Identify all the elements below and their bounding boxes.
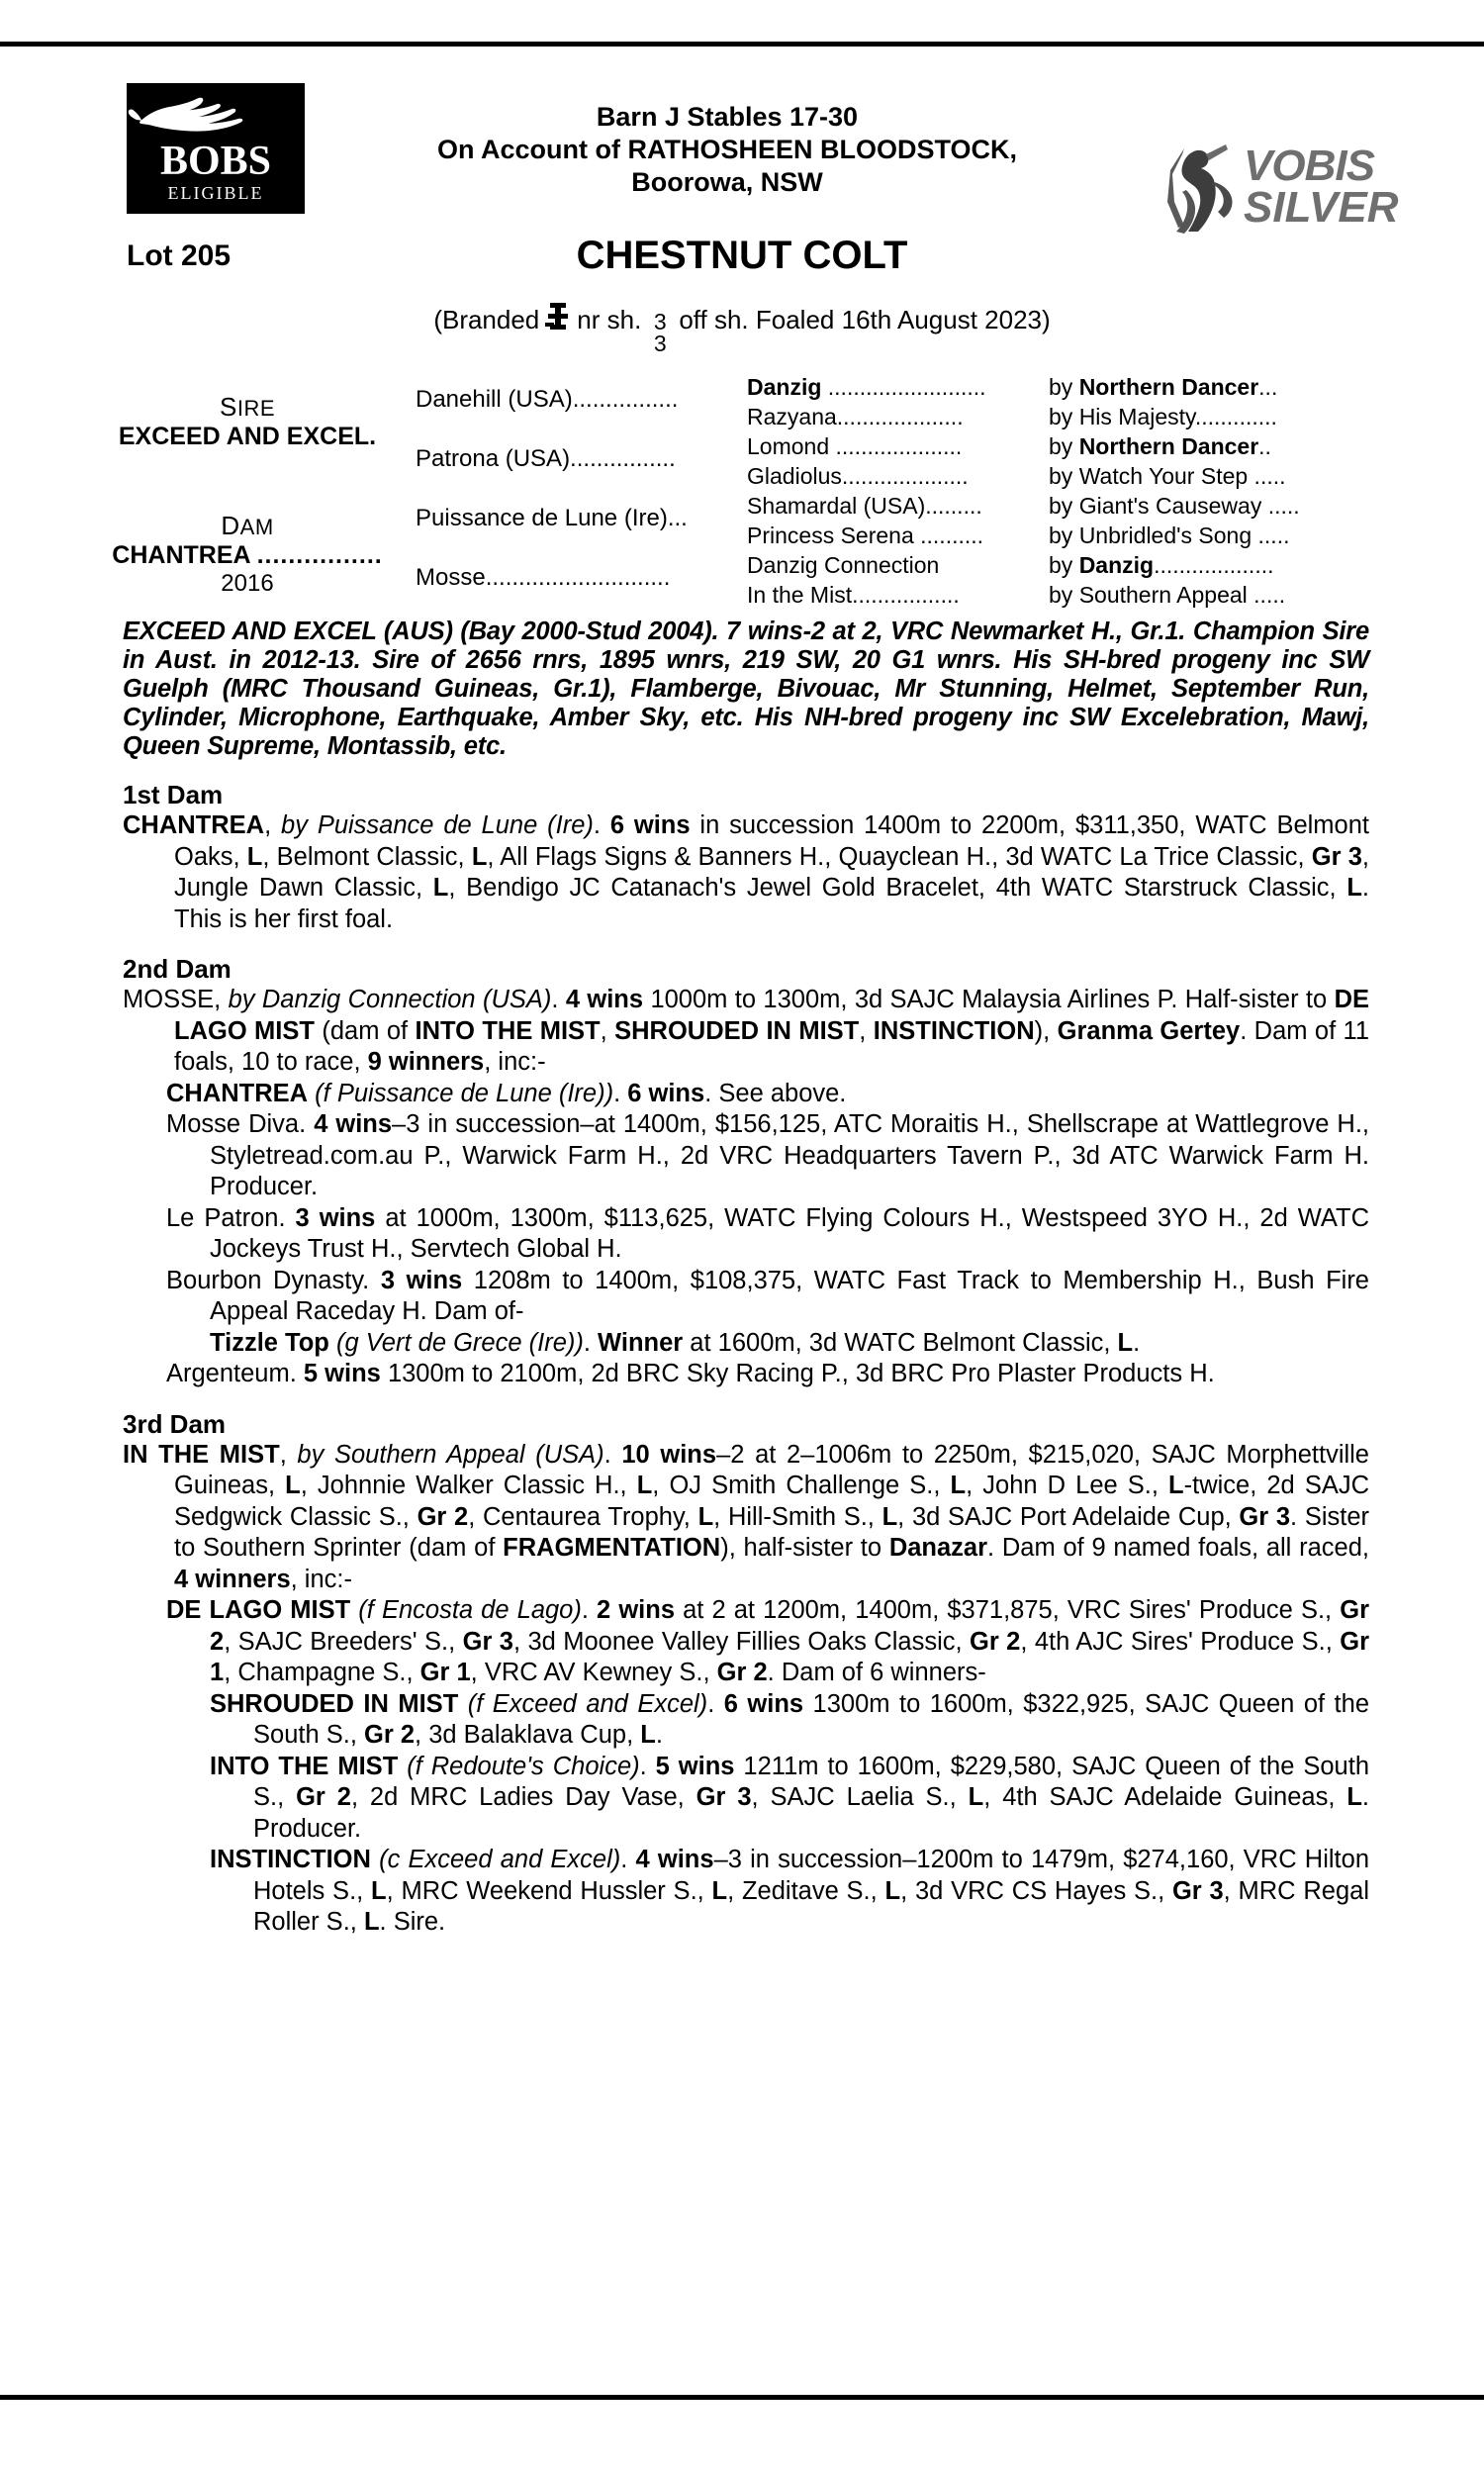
page-content [0,42,1484,1939]
barn-line: Barn J Stables 17-30 [596,102,859,132]
grandsire-dam: Patrona (USA)................ [416,445,676,472]
sire-block [99,392,396,451]
pedigree-entry: INSTINCTION (c Exceed and Excel). 4 wins–3 in succession–1200m to 1479m, $274,160, VRC Hilton Hotels S., L, MRC Weekend Hussler S., L, Zeditave S., L, 3d VRC CS Hayes S., Gr 3, MRC Regal Roller S., L. Sire. [210,1846,1369,1936]
pedigree-g4-2: by Northern Dancer.. [1049,433,1271,459]
pedigree-g3-7: In the Mist................. [747,582,960,608]
pedigree-g4-6: by Danzig................... [1049,552,1274,578]
brand-number-stack [641,311,679,354]
dam-year: 2016 [221,570,274,597]
pedigree-entry: INTO THE MIST (f Redoute's Choice). 5 wins 1211m to 1600m, $229,580, SAJC Queen of the South S., Gr 2, 2d MRC Ladies Day Vase, Gr 3, SAJC Laelia S., L, 4th SAJC Adelaide Guineas, L. Producer. [210,1752,1369,1843]
granddam-dam: Mosse............................ [416,564,671,591]
pedigree-entry: Tizzle Top (g Vert de Grece (Ire)). Winner at 1600m, 3d WATC Belmont Classic, L. [210,1328,1141,1357]
page-header [0,42,1484,239]
pedigree-g3-4: Shamardal (USA)......... [747,493,982,519]
pedigree-g4-7: by Southern Appeal ..... [1049,582,1286,608]
location-line: Boorowa, NSW [631,167,823,197]
grandsire-sire: Danehill (USA)................ [416,386,679,413]
pedigree-entry: MOSSE, by Danzig Connection (USA). 4 wins 1000m to 1300m, 3d SAJC Malaysia Airlines P. Half-sister to DE LAGO MIST (dam of INTO THE MIST, SHROUDED IN MIST, INSTINCTION), Granma Gertey. Dam of 11 foals, 10 to race, 9 winners, inc:- [123,986,1370,1076]
pedigree-entry: Le Patron. 3 wins at 1000m, 1300m, $113,625, WATC Flying Colours H., Westspeed 3YO H., 2d WATC Jockeys Trust H., Servtech Global H. [166,1203,1369,1263]
pedigree-entry: Mosse Diva. 4 wins–3 in succession–at 1400m, $156,125, ATC Moraitis H., Shellscrape at Wattlegrove H., Styletread.com.au P., Warwick Farm H., 2d VRC Headquarters Tavern P., 3d ATC Warwick Farm H. Producer. [166,1110,1369,1200]
dam-block [99,511,396,598]
brand-symbol-icon [543,301,573,334]
branding-prefix: (Branded [433,305,540,334]
brand-stack-top: 3 [653,309,667,334]
branding-off-side: off sh. Foaled 16th August 2023) [679,305,1051,334]
pedigree-entry: SHROUDED IN MIST (f Exceed and Excel). 6 wins 1300m to 1600m, $322,925, SAJC Queen of the South S., Gr 2, 3d Balaklava Cup, L. [210,1689,1370,1749]
pedigree-entry: CHANTREA, by Puissance de Lune (Ire). 6 wins in succession 1400m to 2200m, $311,350, WATC Belmont Oaks, L, Belmont Classic, L, All Flags Signs & Banners H., Quayclean H., 3d WATC La Trice Classic, Gr 3, Jungle Dawn Classic, L, Bendigo JC Catanach's Jewel Gold Bracelet, 4th WATC Starstruck Classic, L. This is her first foal. [123,811,1370,933]
bobs-eligible-label: ELIGIBLE [167,183,264,203]
vobis-jockey-icon [1162,141,1242,239]
branding-near-side: nr sh. [577,305,642,334]
pedigree-g4-1: by His Majesty............. [1049,404,1277,429]
pedigree-g3-0: Danzig ......................... [747,374,986,400]
lot-number: Lot 205 [127,239,232,272]
pedigree-g4-0: by Northern Dancer... [1049,374,1278,400]
dam-section [0,1408,1484,1939]
dam-section [0,953,1484,1390]
pedigree-g3-2: Lomond .................... [747,433,963,459]
branding-line [0,295,1484,356]
lot-title-row [0,234,1484,295]
granddam-sire: Puissance de Lune (Ire)... [416,505,688,531]
sire-summary-paragraph: EXCEED AND EXCEL (AUS) (Bay 2000-Stud 2004). 7 wins-2 at 2, VRC Newmarket H., Gr.1. Champion Sire in Aust. in 2012-13. Sire of 2656 rnrs, 1895 wnrs, 219 SW, 20 G1 wnrs. His SH-bred progeny inc SW Guelph (MRC Thousand Guineas, Gr.1), Flamberge, Bivouac, Mr Stunning, Helmet, September Run, Cylinder, Microphone, Earthquake, Amber Sky, etc. His NH-bred progeny inc SW Excelebration, Mawj, Queen Supreme, Montassib, etc. [123,618,1369,760]
dam-section-heading: 3rd Dam [123,1408,227,1439]
pedigree-g3-1: Razyana.................... [747,404,964,429]
pedigree-generation-3 [747,372,1044,610]
vobis-silver-label: SILVER [1244,183,1399,232]
vobis-wordmark [1244,142,1399,232]
dam-sections [0,779,1484,1939]
pedigree-entry: CHANTREA (f Puissance de Lune (Ire)). 6 wins. See above. [166,1079,847,1107]
dam-name: CHANTREA ................ [112,541,383,569]
vobis-silver-logo [1162,136,1420,249]
pedigree-g3-3: Gladiolus.................... [747,463,969,489]
pedigree-g4-5: by Unbridled's Song ..... [1049,523,1290,548]
pedigree-entry: DE LAGO MIST (f Encosta de Lago). 2 wins at 2 at 1200m, 1400m, $371,875, VRC Sires' Produce S., Gr 2, SAJC Breeders' S., Gr 3, 3d Moonee Valley Fillies Oaks Classic, Gr 2, 4th AJC Sires' Produce S., Gr 1, Champagne S., Gr 1, VRC AV Kewney S., Gr 2. Dam of 6 winners- [166,1596,1370,1686]
bobs-horse-icon [127,93,279,141]
bobs-wordmark: BOBS [159,139,272,184]
page-title: CHESTNUT COLT [576,234,908,277]
pedigree-g4-3: by Watch Your Step ..... [1049,463,1286,489]
dam-section [0,779,1484,935]
pedigree-table [0,364,1484,612]
sire-label: SIRE [219,392,276,422]
account-line: On Account of RATHOSHEEN BLOODSTOCK, [437,135,1017,164]
sire-name: EXCEED AND EXCEL. [118,423,377,450]
pedigree-generation-4 [1049,372,1444,610]
vobis-label: VOBIS [1244,142,1374,190]
consignor-header [326,101,1128,199]
dam-section-heading: 1st Dam [123,780,224,809]
pedigree-entry: Argenteum. 5 wins 1300m to 2100m, 2d BRC Sky Racing P., 3d BRC Pro Plaster Products H. [166,1360,1215,1387]
pedigree-g3-5: Princess Serena .......... [747,523,984,548]
bottom-border-rule [0,2395,1484,2400]
pedigree-g4-4: by Giant's Causeway ..... [1049,493,1300,519]
dam-section-heading: 2nd Dam [123,954,232,984]
pedigree-entry: IN THE MIST, by Southern Appeal (USA). 10 wins–2 at 2–1006m to 2250m, $215,020, SAJC Morphettville Guineas, L, Johnnie Walker Classic H., L, OJ Smith Challenge S., L, John D Lee S., L-twice, 2d SAJC Sedgwick Classic S., Gr 2, Centaurea Trophy, L, Hill-Smith S., L, 3d SAJC Port Adelaide Cup, Gr 3. Sister to Southern Sprinter (dam of FRAGMENTATION), half-sister to Danazar. Dam of 9 named foals, all raced, 4 winners, inc:- [123,1440,1370,1593]
pedigree-entry: Bourbon Dynasty. 3 wins 1208m to 1400m, $108,375, WATC Fast Track to Membership H., Bush Fire Appeal Raceday H. Dam of- [166,1266,1369,1325]
brand-stack-bottom: 3 [653,331,667,356]
pedigree-g3-6: Danzig Connection [747,552,940,578]
bobs-eligible-logo [127,83,305,214]
dam-label: DAM [221,511,274,540]
